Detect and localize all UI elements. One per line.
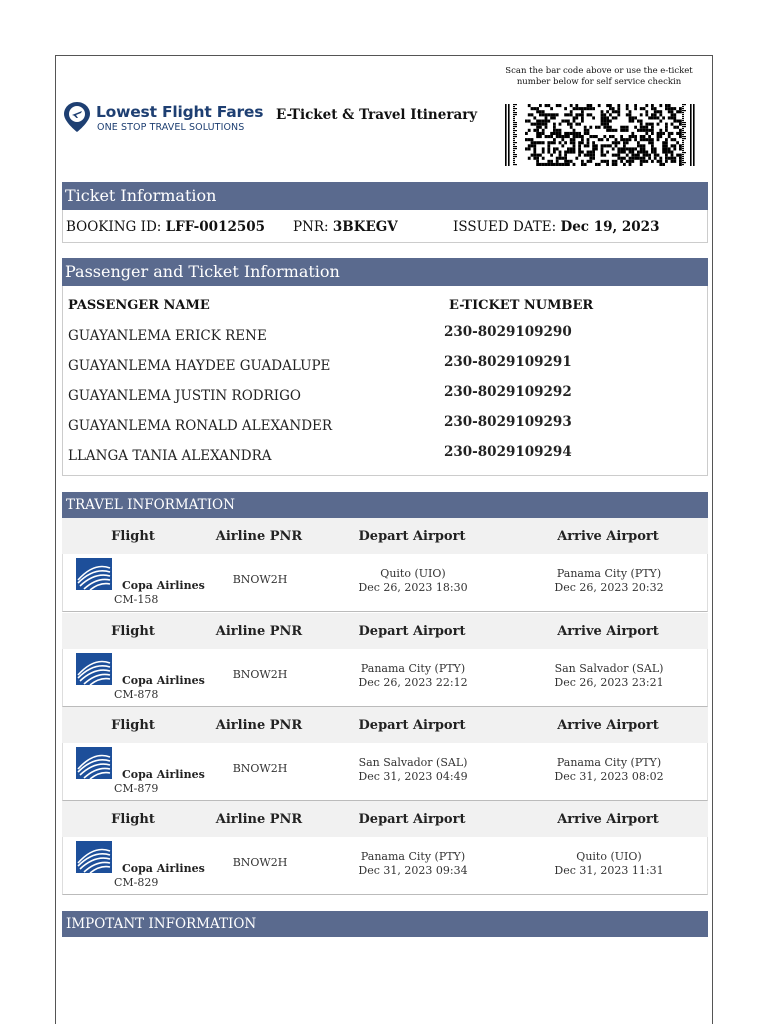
airline-name: Copa Airlines xyxy=(122,768,205,781)
airline-name: Copa Airlines xyxy=(122,579,205,592)
pnr-label: PNR: xyxy=(293,219,329,235)
depart-info xyxy=(358,567,467,595)
eticket-number: 230-8029109292 xyxy=(444,384,572,400)
eticket-number-header: E-TICKET NUMBER xyxy=(449,298,594,313)
brand-logo xyxy=(62,100,264,134)
flight-number: CM-879 xyxy=(114,782,159,795)
pnr xyxy=(293,219,398,235)
flight-detail-row xyxy=(62,554,708,612)
col-flight: Flight xyxy=(111,624,155,639)
depart-time: Dec 31, 2023 04:49 xyxy=(358,770,468,783)
col-depart-airport: Depart Airport xyxy=(358,812,466,827)
col-depart-airport: Depart Airport xyxy=(358,718,466,733)
depart-time: Dec 26, 2023 22:12 xyxy=(358,676,468,689)
passenger-name: GUAYANLEMA RONALD ALEXANDER xyxy=(68,418,333,434)
flight-segment xyxy=(62,518,708,613)
flight-header-row xyxy=(62,707,708,743)
airline-name: Copa Airlines xyxy=(122,862,205,875)
passenger-table xyxy=(62,286,708,476)
pnr-value: 3BKEGV xyxy=(332,219,398,235)
col-arrive-airport: Arrive Airport xyxy=(557,812,659,827)
booking-id-value: LFF-0012505 xyxy=(165,219,266,235)
passenger-name: LLANGA TANIA ALEXANDRA xyxy=(68,448,272,464)
arrive-info xyxy=(554,567,663,595)
depart-time: Dec 31, 2023 09:34 xyxy=(358,864,468,877)
ticket-info-banner: Ticket Information xyxy=(62,182,708,210)
arrive-airport: Panama City (PTY) xyxy=(556,756,662,769)
passenger-banner: Passenger and Ticket Information xyxy=(62,258,708,286)
barcode-image xyxy=(505,104,695,166)
booking-id xyxy=(66,219,265,235)
flight-header-row xyxy=(62,801,708,837)
col-arrive-airport: Arrive Airport xyxy=(557,718,659,733)
col-flight: Flight xyxy=(111,529,155,544)
ticket-info-row xyxy=(62,210,708,243)
copa-airlines-logo-icon xyxy=(76,841,112,873)
passenger-name: GUAYANLEMA HAYDEE GUADALUPE xyxy=(68,358,331,374)
travel-info-banner: TRAVEL INFORMATION xyxy=(62,492,708,518)
document-title: E-Ticket & Travel Itinerary xyxy=(276,107,478,123)
arrive-airport: San Salvador (SAL) xyxy=(554,662,664,675)
depart-info xyxy=(358,662,467,690)
col-airline-pnr: Airline PNR xyxy=(215,529,303,544)
depart-time: Dec 26, 2023 18:30 xyxy=(358,581,468,594)
flight-number: CM-829 xyxy=(114,876,159,889)
flight-segment xyxy=(62,613,708,708)
copa-airlines-logo-icon xyxy=(76,558,112,590)
scan-instructions: Scan the bar code above or use the e-ticket number below for self service checkin xyxy=(505,66,693,87)
brand-tagline: ONE STOP TRAVEL SOLUTIONS xyxy=(97,122,245,133)
arrive-time: Dec 26, 2023 20:32 xyxy=(554,581,664,594)
flight-segment xyxy=(62,801,708,896)
eticket-number: 230-8029109293 xyxy=(444,414,572,430)
eticket-number: 230-8029109290 xyxy=(444,324,572,340)
col-flight: Flight xyxy=(111,812,155,827)
col-airline-pnr: Airline PNR xyxy=(215,812,303,827)
arrive-info xyxy=(554,850,663,878)
col-arrive-airport: Arrive Airport xyxy=(557,624,659,639)
col-flight: Flight xyxy=(111,718,155,733)
flight-header-row xyxy=(62,518,708,554)
airline-name: Copa Airlines xyxy=(122,674,205,687)
airline-pnr: BNOW2H xyxy=(232,762,288,775)
depart-airport: Quito (UIO) xyxy=(380,567,446,580)
arrive-info xyxy=(554,662,663,690)
col-arrive-airport: Arrive Airport xyxy=(557,529,659,544)
col-airline-pnr: Airline PNR xyxy=(215,624,303,639)
location-pin-plane-icon xyxy=(62,100,92,134)
col-depart-airport: Depart Airport xyxy=(358,624,466,639)
flight-segment xyxy=(62,707,708,802)
airline-pnr: BNOW2H xyxy=(232,573,288,586)
header xyxy=(56,56,712,182)
arrive-airport: Quito (UIO) xyxy=(576,850,642,863)
depart-info xyxy=(358,756,467,784)
eticket-number: 230-8029109294 xyxy=(444,444,572,460)
brand-name: Lowest Flight Fares xyxy=(96,103,264,121)
depart-airport: Panama City (PTY) xyxy=(360,662,466,675)
issued-date xyxy=(453,219,659,235)
arrive-info xyxy=(554,756,663,784)
issued-date-value: Dec 19, 2023 xyxy=(560,219,660,235)
col-airline-pnr: Airline PNR xyxy=(215,718,303,733)
col-depart-airport: Depart Airport xyxy=(358,529,466,544)
depart-airport: Panama City (PTY) xyxy=(360,850,466,863)
flight-detail-row xyxy=(62,743,708,801)
flight-number: CM-158 xyxy=(114,593,159,606)
airline-pnr: BNOW2H xyxy=(232,856,288,869)
itinerary-page xyxy=(55,55,713,1024)
depart-airport: San Salvador (SAL) xyxy=(358,756,468,769)
airline-pnr: BNOW2H xyxy=(232,668,288,681)
issued-date-label: ISSUED DATE: xyxy=(453,219,557,235)
eticket-number: 230-8029109291 xyxy=(444,354,572,370)
arrive-time: Dec 31, 2023 11:31 xyxy=(554,864,664,877)
passenger-name: GUAYANLEMA ERICK RENE xyxy=(68,328,267,344)
arrive-time: Dec 26, 2023 23:21 xyxy=(554,676,664,689)
flight-number: CM-878 xyxy=(114,688,159,701)
arrive-airport: Panama City (PTY) xyxy=(556,567,662,580)
passenger-name-header: PASSENGER NAME xyxy=(68,298,210,313)
flight-header-row xyxy=(62,613,708,649)
flight-detail-row xyxy=(62,837,708,895)
copa-airlines-logo-icon xyxy=(76,747,112,779)
arrive-time: Dec 31, 2023 08:02 xyxy=(554,770,664,783)
booking-id-label: BOOKING ID: xyxy=(66,219,162,235)
important-info-banner: IMPOTANT INFORMATION xyxy=(62,911,708,937)
copa-airlines-logo-icon xyxy=(76,653,112,685)
flight-detail-row xyxy=(62,649,708,707)
depart-info xyxy=(358,850,467,878)
passenger-name: GUAYANLEMA JUSTIN RODRIGO xyxy=(68,388,301,404)
